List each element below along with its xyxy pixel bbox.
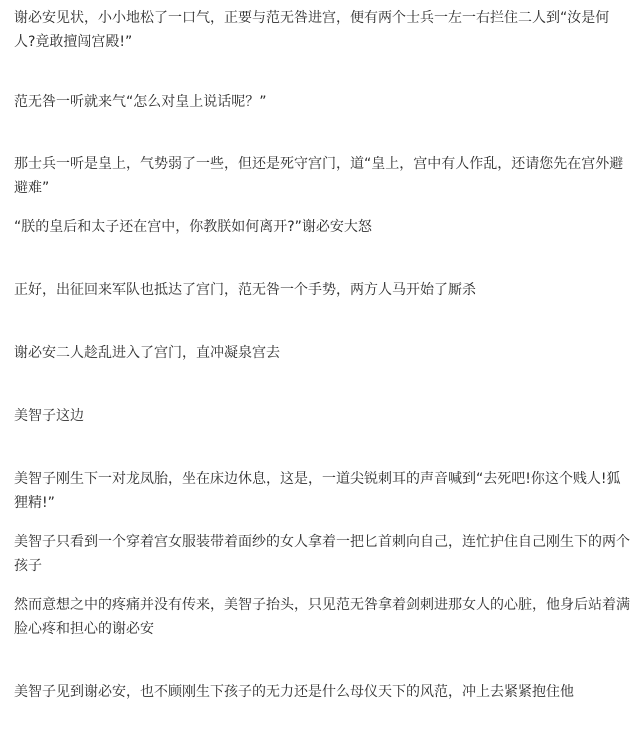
paragraph-5: 正好，出征回来军队也抵达了宫门，范无咎一个手势，两方人马开始了厮杀	[14, 282, 476, 298]
paragraph-10: 然而意想之中的疼痛并没有传来，美智子抬头，只见范无咎拿着剑刺进那女人的心脏，他身后站着满脸心疼和担心的谢必安	[14, 597, 630, 637]
paragraph-11: 美智子见到谢必安，也不顾刚生下孩子的无力还是什么母仪天下的风范，冲上去紧紧抱住他	[14, 684, 574, 700]
paragraph-2: 范无咎一听就来气“怎么对皇上说话呢？”	[14, 94, 267, 110]
paragraph-8: 美智子刚生下一对龙凤胎，坐在床边休息，这是，一道尖锐刺耳的声音喊到“去死吧!你这个贱人!狐狸精!”	[14, 471, 621, 511]
paragraph-4: “朕的皇后和太子还在宫中，你教朕如何离开?”谢必安大怒	[14, 219, 372, 235]
paragraph-1: 谢必安见状，小小地松了一口气，正要与范无咎进宫，便有两个士兵一左一右拦住二人到“汝是何人?竟敢擅闯宫殿!”	[14, 10, 610, 50]
paragraph-9: 美智子只看到一个穿着宫女服装带着面纱的女人拿着一把匕首刺向自己，连忙护住自己刚生下的两个孩子	[14, 534, 630, 574]
paragraph-7: 美智子这边	[14, 408, 84, 424]
paragraph-6: 谢必安二人趁乱进入了宫门，直冲凝泉宫去	[14, 345, 280, 361]
paragraph-3: 那士兵一听是皇上，气势弱了一些，但还是死守宫门，道“皇上，宫中有人作乱，还请您先在宫外避避难”	[14, 156, 624, 196]
